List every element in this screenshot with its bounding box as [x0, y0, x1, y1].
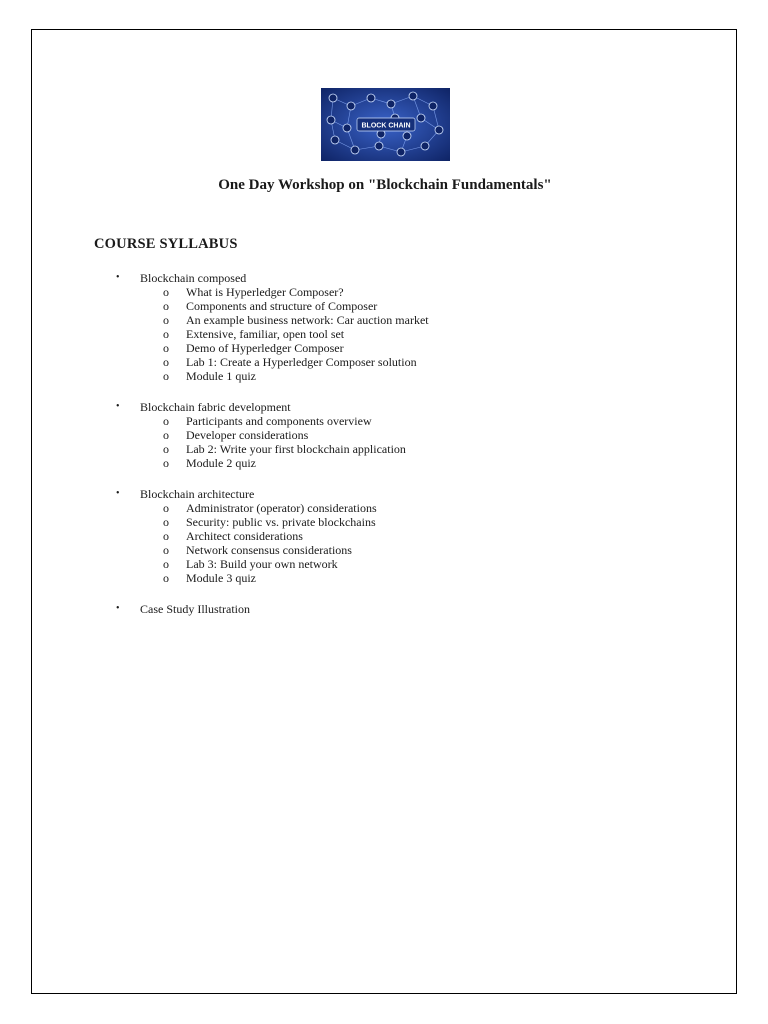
topic-row	[32, 602, 738, 616]
list-item	[32, 341, 738, 355]
topic-label: Case Study Illustration	[140, 602, 250, 616]
topic-label: Blockchain composed	[140, 271, 247, 285]
topic-label: Blockchain architecture	[140, 487, 255, 501]
list-item	[32, 414, 738, 428]
sub-bullet-icon: o	[163, 327, 169, 341]
sub-bullet-icon: o	[163, 557, 169, 571]
subtopic-label: What is Hyperledger Composer?	[186, 285, 344, 299]
subtopic-label: Lab 1: Create a Hyperledger Composer solution	[186, 355, 417, 369]
topic-row	[32, 400, 738, 414]
list-item	[32, 515, 738, 529]
sub-bullet-icon: o	[163, 428, 169, 442]
sub-bullet-icon: o	[163, 285, 169, 299]
list-item	[32, 487, 738, 585]
list-item	[32, 501, 738, 515]
list-item	[32, 400, 738, 470]
subtopic-label: Participants and components overview	[186, 414, 372, 428]
list-item	[32, 529, 738, 543]
sub-bullet-icon: o	[163, 414, 169, 428]
section-heading: COURSE SYLLABUS	[94, 236, 238, 252]
subtopic-label: Module 3 quiz	[186, 571, 256, 585]
list-item	[32, 327, 738, 341]
subtopic-label: Lab 2: Write your first blockchain application	[186, 442, 406, 456]
list-item	[32, 369, 738, 383]
subtopic-label: Module 1 quiz	[186, 369, 256, 383]
bullet-icon: •	[116, 603, 120, 614]
subtopic-label: Network consensus considerations	[186, 543, 352, 557]
subtopic-label: Developer considerations	[186, 428, 309, 442]
list-item	[32, 313, 738, 327]
sub-bullet-icon: o	[163, 369, 169, 383]
subtopic-list	[32, 414, 738, 470]
list-item	[32, 557, 738, 571]
sub-bullet-icon: o	[163, 313, 169, 327]
subtopic-label: Module 2 quiz	[186, 456, 256, 470]
list-item	[32, 428, 738, 442]
sub-bullet-icon: o	[163, 515, 169, 529]
list-item	[32, 285, 738, 299]
list-item	[32, 456, 738, 470]
sub-bullet-icon: o	[163, 571, 169, 585]
sub-bullet-icon: o	[163, 501, 169, 515]
subtopic-label: Extensive, familiar, open tool set	[186, 327, 345, 341]
banner-text: BLOCK CHAIN	[361, 122, 411, 130]
list-item	[32, 271, 738, 383]
topic-label: Blockchain fabric development	[140, 400, 291, 414]
subtopic-label: Administrator (operator) considerations	[186, 501, 377, 515]
subtopic-label: An example business network: Car auction market	[186, 313, 429, 327]
blockchain-banner-image	[321, 88, 450, 161]
sub-bullet-icon: o	[163, 529, 169, 543]
bullet-icon: •	[116, 401, 120, 412]
list-item	[32, 299, 738, 313]
list-item	[32, 543, 738, 557]
sub-bullet-icon: o	[163, 456, 169, 470]
sub-bullet-icon: o	[163, 543, 169, 557]
subtopic-label: Security: public vs. private blockchains	[186, 515, 376, 529]
list-item	[32, 442, 738, 456]
sub-bullet-icon: o	[163, 299, 169, 313]
subtopic-label: Components and structure of Composer	[186, 299, 378, 313]
sub-bullet-icon: o	[163, 341, 169, 355]
subtopic-label: Demo of Hyperledger Composer	[186, 341, 344, 355]
sub-bullet-icon: o	[163, 442, 169, 456]
list-item	[32, 571, 738, 585]
topic-row	[32, 271, 738, 285]
bullet-icon: •	[116, 272, 120, 283]
bullet-icon: •	[116, 488, 120, 499]
sub-bullet-icon: o	[163, 355, 169, 369]
topic-row	[32, 487, 738, 501]
subtopic-label: Lab 3: Build your own network	[186, 557, 338, 571]
list-item	[32, 602, 738, 616]
subtopic-list	[32, 501, 738, 585]
document-page	[31, 29, 737, 994]
document-title: One Day Workshop on "Blockchain Fundamentals"	[218, 177, 552, 193]
subtopic-list	[32, 285, 738, 383]
syllabus-list	[32, 271, 738, 633]
list-item	[32, 355, 738, 369]
subtopic-label: Architect considerations	[186, 529, 303, 543]
